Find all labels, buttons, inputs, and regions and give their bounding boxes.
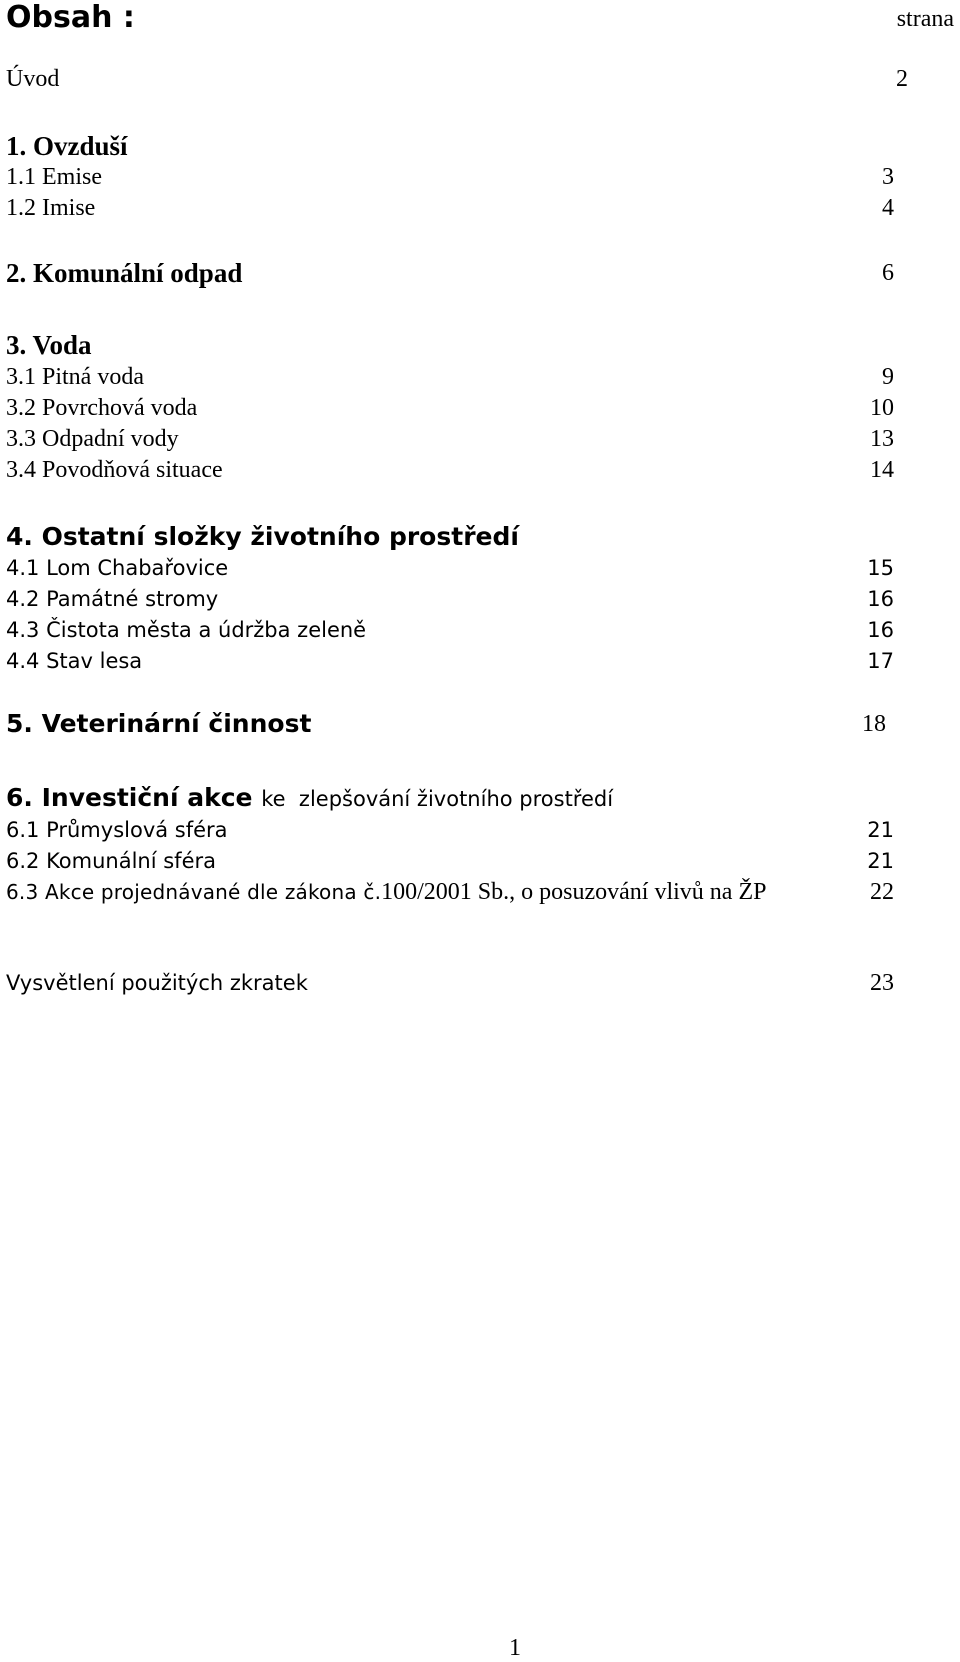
toc-entry-page: 15 — [867, 556, 894, 580]
toc-entry-label: 3.2 Povrchová voda — [6, 395, 198, 421]
toc-entry-3-3[interactable] — [6, 422, 960, 456]
toc-entry-page: 21 — [867, 849, 894, 873]
toc-section-label: 2. Komunální odpad — [6, 258, 243, 288]
toc-section-2[interactable] — [6, 256, 960, 290]
toc-section-6[interactable] — [6, 781, 960, 815]
toc-section-5[interactable] — [6, 707, 960, 741]
toc-entry-label: 3.1 Pitná voda — [6, 364, 144, 390]
toc-entry-3-2[interactable] — [6, 391, 960, 425]
toc-entry-label: 4.1 Lom Chabařovice — [6, 556, 229, 580]
toc-entry-1-1[interactable] — [6, 160, 960, 194]
toc-entry-label: 1.2 Imise — [6, 195, 96, 221]
toc-entry-3-1[interactable] — [6, 360, 960, 394]
toc-section-label: 5. Veterinární činnost — [6, 709, 312, 738]
toc-entry-page: 23 — [870, 970, 894, 996]
toc-entry-label: 4.3 Čistota města a údržba zeleně — [6, 618, 367, 642]
toc-entry-uvod[interactable] — [6, 62, 960, 96]
toc-entry-1-2[interactable] — [6, 191, 960, 225]
toc-entry-label — [6, 875, 766, 912]
toc-entry-label-part-b: 100/2001 Sb., o posuzování vlivů na ŽP — [381, 879, 767, 905]
page-title: Obsah : — [6, 0, 135, 35]
toc-section-1[interactable] — [6, 129, 960, 163]
toc-entry-page: 16 — [867, 587, 894, 611]
toc-entry-4-4[interactable] — [6, 644, 960, 678]
toc-entry-label: Vysvětlení použitých zkratek — [6, 971, 308, 995]
toc-entry-6-3[interactable] — [6, 875, 960, 909]
toc-entry-page: 14 — [870, 457, 894, 483]
toc-entry-page: 22 — [870, 879, 894, 905]
toc-section-label: 6. Investiční akce — [6, 783, 253, 812]
toc-entry-label-part-a: 6.3 Akce projednávané dle zákona č. — [6, 880, 382, 904]
toc-entry-6-1[interactable] — [6, 813, 960, 847]
toc-entry-zkratky[interactable] — [6, 966, 960, 1000]
toc-section-label: 3. Voda — [6, 330, 92, 360]
toc-entry-page: 16 — [867, 618, 894, 642]
toc-section-label-suffix: ke zlepšování životního prostředí — [261, 787, 614, 811]
toc-entry-3-4[interactable] — [6, 453, 960, 487]
toc-entry-page: 21 — [867, 818, 894, 842]
toc-entry-page: 9 — [882, 364, 894, 390]
toc-entry-page: 18 — [862, 711, 886, 737]
page-number: 1 — [509, 1635, 521, 1661]
toc-entry-page: 2 — [896, 66, 908, 92]
toc-section-4[interactable] — [6, 520, 960, 554]
toc-entry-label: 6.1 Průmyslová sféra — [6, 818, 228, 842]
toc-entry-label: Úvod — [6, 66, 60, 92]
toc-entry-page: 10 — [870, 395, 894, 421]
toc-entry-label: 6.2 Komunální sféra — [6, 849, 216, 873]
toc-entry-label: 1.1 Emise — [6, 164, 102, 190]
toc-section-label: 1. Ovzduší — [6, 131, 128, 161]
page-column-label: strana — [896, 6, 954, 32]
toc-section-label: 4. Ostatní složky životního prostředí — [6, 522, 519, 551]
toc-entry-label: 4.2 Památné stromy — [6, 587, 219, 611]
toc-entry-page: 13 — [870, 426, 894, 452]
toc-entry-4-3[interactable] — [6, 613, 960, 647]
toc-entry-page: 3 — [882, 164, 894, 190]
toc-entry-4-2[interactable] — [6, 582, 960, 616]
toc-section-heading — [6, 781, 613, 816]
toc-entry-4-1[interactable] — [6, 551, 960, 585]
toc-entry-page: 17 — [867, 649, 894, 673]
toc-entry-label: 3.3 Odpadní vody — [6, 426, 179, 452]
toc-entry-page: 4 — [882, 195, 894, 221]
toc-section-3[interactable] — [6, 328, 960, 362]
toc-entry-label: 4.4 Stav lesa — [6, 649, 143, 673]
toc-entry-6-2[interactable] — [6, 844, 960, 878]
toc-entry-page: 6 — [882, 260, 894, 286]
toc-entry-label: 3.4 Povodňová situace — [6, 457, 223, 483]
